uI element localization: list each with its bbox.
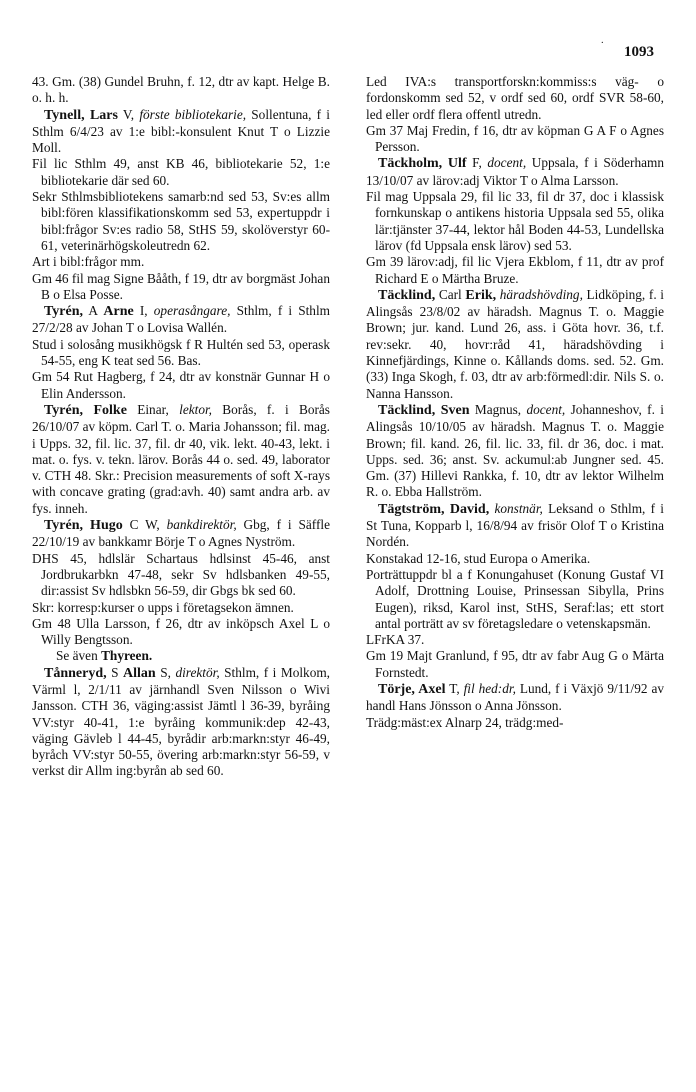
entry-surname: Törje, [378,681,415,697]
entry-tackholm [366,155,664,286]
given-name: David, [444,501,490,517]
entry-paragraph: Konstakad 12-16, stud Europa o Amerika. [366,550,591,566]
occupation-title: lektor, [179,401,212,417]
given-name: Allan [123,665,156,681]
entry-tynell [32,107,330,304]
entry-heading-text: Sthlm, f i Molkom, Värml l, 2/1/11 av järnhandl Sven Nilsson o Wivi Jansson. CTH 36, väging:assist Jämtl l 36-39, byråing VV:styr 40-41, 1:e byråing kommunik:dep 42-43, väging Gävleb l 44-45, byrådir arb:markn:styr 46-49, byråch VV:styr 50-55, övering arb:markn:styr 56-59, v verkst dir Allm ing:byrån ab sed 60. [32,664,331,779]
given-rest: Magnus, [469,401,527,417]
entry-tanneryd [32,665,330,780]
dictionary-page [32,38,664,1078]
given-rest: C W, [122,517,167,533]
entry-heading [366,681,664,715]
occupation-title: fil hed:dr, [463,680,516,696]
entry-paragraph: Art i bibl:frågor mm. [32,254,145,270]
entry-tyren-hugo [32,517,330,665]
entry-surname: Täcklind, [378,287,436,303]
entry-heading [366,155,664,189]
entry-paragraph: Gm 37 Maj Fredin, f 16, dtr av köpman G A F o Agnes Persson. [366,122,664,155]
given-rest: S, [155,664,176,680]
given-rest: V, [117,106,140,122]
entry-heading [32,107,330,157]
entry-paragraph: Porträttuppdr bl a f Konungahuset (Konung Gustaf VI Adolf, Drottning Louise, Prinsessan Sibylla, Prins Eugen), riksd, Karol inst, StHS, Seraf:las; ett stort antal porträtt av sv företagsledare o vetenskapsmän. [366,566,664,631]
given-rest: F, [466,155,488,171]
entry-heading [366,501,664,551]
entry-paragraph: LFrKA 37. [366,632,425,648]
entry-paragraph: 43. Gm. (38) Gundel Bruhn, f. 12, dtr av kapt. Helge B. o. h. h. [32,74,330,106]
entry-heading [32,517,330,551]
columns [32,74,664,780]
entry-surname: Täckholm, [378,156,443,172]
occupation-title: docent, [526,401,566,417]
entry-torje [366,681,664,731]
right-column [366,74,664,780]
entry-tyren-folke [32,402,330,517]
entry-heading-text: Johanneshov, f. i Alingsås 10/10/05 av häradsh. Magnus T. o. Maggie Brown; fil. kand. 26, fil. lic. 33, fil. dr 36, doc. i mat. Upps. sed. 36; anst. Sv. ackumul:ab Jungner sed. 45. Gm. (37) Hillevi Rankka, f. 10, dtr av lektor Wilhelm R. o. Ebba Hallström. [366,401,664,500]
entry-surname: Tyrén, [44,304,84,320]
entry-heading-text: Gbg, f i Säffle 22/10/19 av bankkamr Börje T o Agnes Nyström. [32,517,330,550]
given-name: Hugo [83,518,123,534]
occupation-title: konstnär, [494,500,543,516]
occupation-title: förste bibliotekarie, [139,106,247,122]
occupation-title: direktör, [175,664,220,680]
entry-surname: Tyrén, [44,402,84,418]
entry-heading [366,287,664,402]
entry-tagtstrom [366,501,664,681]
entry-paragraph: Stud i solosång musikhögsk f R Hultén sed 53, operask 54-55, eng K teat sed 56. Bas. [32,336,330,369]
given-rest: Einar, [126,401,180,417]
entry-heading [32,402,330,517]
entry-heading [366,402,664,501]
entry-paragraph: Gm 48 Ulla Larsson, f 26, dtr av inköpsch Axel L o Willy Bengtsson. [32,615,330,648]
given-prefix: S [106,664,124,680]
given-name: Arne [103,304,134,320]
given-name: Erik, [465,287,497,303]
occupation-title: häradshövding, [499,286,583,302]
given-prefix: A [83,303,104,319]
entry-surname: Täcklind, [378,402,436,418]
entry-tanneryd-cont [366,74,664,155]
entry-heading [32,303,330,337]
entry-tynell-cont [32,74,330,107]
entry-heading-text: Leksand o Sthlm, f i St Tuna, Kopparb l, 16/8/94 av frisör Olof T o Kristina Nordén. [366,500,664,550]
entry-heading [32,665,330,780]
given-rest: T, [445,680,464,696]
entry-paragraph: Led IVA:s transportforskn:kommiss:s väg- o fordonskomm sed 52, v ordf sed 60, ordf SVR 58-60, led eller ordf flera offentl utredn. [366,74,664,122]
entry-heading-text: Borås, f. i Borås 26/10/07 av köpm. Carl T. o. Maria Johansson; fil. mag. i Upps. 32, fil. lic. 37, fil. dr 40, vik. lekt. 40-43, lekt. i mat. o. fys. v. tekn. lärov. Borås 44 o. sed. 49, laborator v. CTH 48. Skr.: Precision measurements of soft X-rays with concave grating (grad:avh. 40) samt andra arb. av fys. inneh. [32,401,330,516]
entry-paragraph: Gm 39 lärov:adj, fil lic Vjera Ekblom, f 11, dtr av prof Richard E o Märtha Bruze. [366,254,664,286]
given-name: Sven [435,402,470,418]
entry-paragraph: Sekr Sthlmsbibliotekens samarb:nd sed 53, Sv:es allm bibl:fören klassifikationskomm sed 53, expertuppdr i bibl:frågor Sv:es radio 58, StHS 59, skolöverstyr 60-61, veterinärhögskoleutredn 62. [32,189,330,253]
given-prefix: Carl [435,286,466,302]
left-column [32,74,330,780]
given-name: Axel [414,681,446,697]
entry-paragraph: Trädg:mäst:ex Alnarp 24, trädg:med- [366,714,564,730]
entry-surname: Tynell, [44,107,85,123]
entry-heading-text: Lidköping, f. i Alingsås 23/8/02 av häradsh. Magnus T. o. Maggie Brown; jur. kand. Lund 26, ass. i Göta hovr. 36, t.f. rev:sekr. 40, hovr:råd 41, häradshövding i Kinnefjärdings, Kinne o. Kållands doms. sed. 52. Gm. (33) Inga Skogh, f. 03, dtr av arb:förmedl:dir. Nils S. o. Nanna Hansson. [366,286,664,401]
entry-heading-text: Uppsala, f i Söderhamn 13/10/07 av lärov:adj Viktor T o Alma Larsson. [366,155,664,188]
entry-paragraph: Gm 19 Majt Granlund, f 95, dtr av fabr Aug G o Märta Fornstedt. [366,648,664,680]
see-also [32,648,330,664]
entry-paragraph: Fil mag Uppsala 29, fil lic 33, fil dr 37, doc i klassisk fornkunskap o antikens historia Uppsala sed 55, olika lär:tjänster 37-44, lektor hål Boden 44-53, Lundellska lärov (fd Uppsala ensk lärov) sed 53. [366,189,664,253]
entry-paragraph: DHS 45, hdlslär Schartaus hdlsinst 45-46, anst Jordbrukarbkn 47-48, sekr Sv hdlsbanken 49-55, dir:assist Sv hdlsbkn 56-59, dir Gbgs bk sed 60. [32,550,330,599]
entry-surname: Tyrén, [44,518,84,534]
entry-tacklind-sven [366,402,664,501]
page-number: 1093 [624,44,654,60]
page-mark: · [600,38,604,49]
entry-tacklind-erik [366,287,664,402]
entry-paragraph: Gm 46 fil mag Signe Bååth, f 19, dtr av borgmäst Johan B o Elsa Posse. [32,270,330,302]
see-also-label: Se även [56,648,98,664]
occupation-title: bankdirektör, [166,517,237,533]
entry-heading-text: Sthlm, f i Sthlm 27/2/28 av Johan T o Lovisa Wallén. [32,303,330,336]
entry-heading-text: Sollentuna, f i Sthlm 6/4/23 av 1:e bibl:-konsulent Knut T o Lizzie Moll. [32,106,331,156]
entry-paragraph: Gm 54 Rut Hagberg, f 24, dtr av konstnär Gunnar H o Elin Andersson. [32,369,330,401]
occupation-title: operasångare, [153,303,231,319]
entry-paragraph: Skr: korresp:kurser o upps i företagsekon ämnen. [32,599,294,615]
entry-tyren-arne [32,303,330,402]
entry-surname: Tånneryd, [44,665,107,681]
entry-heading-text: Lund, f i Växjö 9/11/92 av handl Hans Jönsson o Anna Jönsson. [366,680,664,714]
given-name: Lars [84,107,118,123]
entry-surname: Tägtström, [378,501,445,517]
given-name: Folke [83,402,127,418]
see-also-name: Thyreen. [101,648,153,664]
given-name: Ulf [442,156,467,172]
occupation-title: docent, [487,155,527,171]
entry-paragraph: Fil lic Sthlm 49, anst KB 46, bibliotekarie 52, 1:e bibliotekarie där sed 60. [32,156,330,188]
given-rest: I, [133,303,154,319]
